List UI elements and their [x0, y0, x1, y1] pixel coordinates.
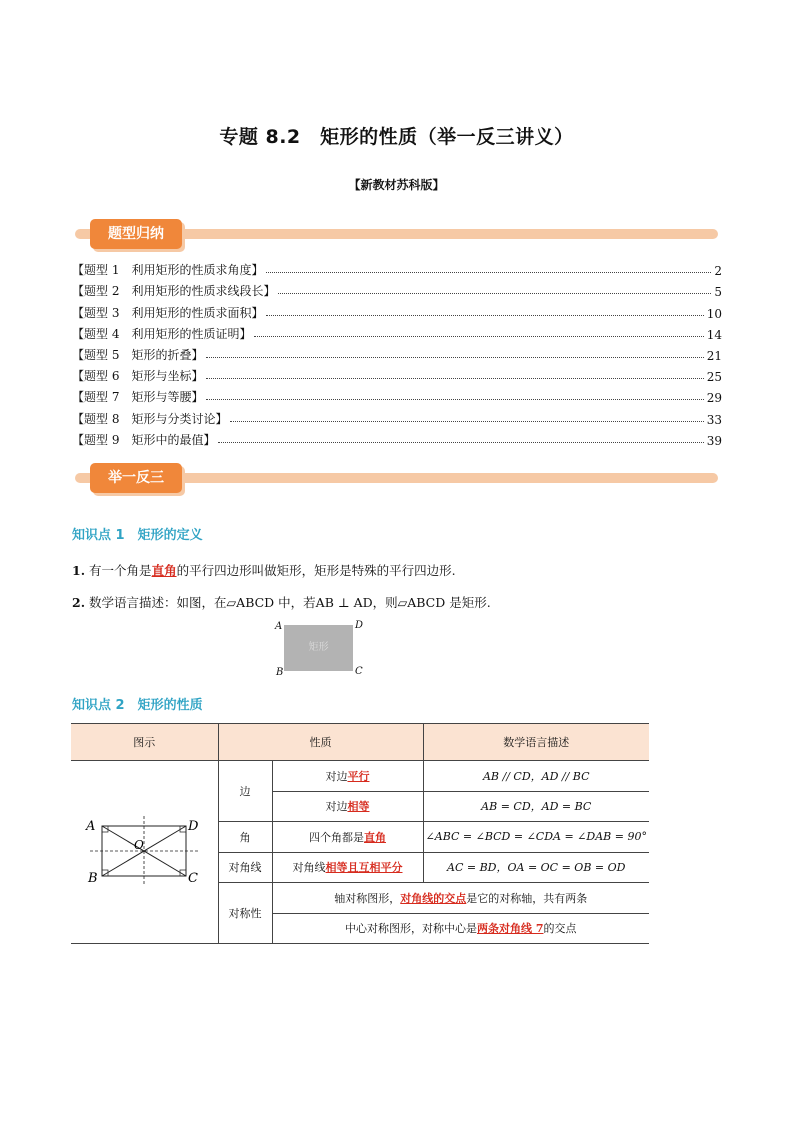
toc-item-label: 【题型 7 矩形与等腰】 — [72, 390, 204, 405]
angle-key: 直角 — [364, 830, 386, 844]
kp1-item1-key: 直角 — [151, 563, 177, 578]
kp1-title: 知识点 1 矩形的定义 — [72, 528, 203, 543]
side-row2-key: 相等 — [347, 800, 370, 814]
kp1-item1-num: 1. — [72, 563, 86, 578]
kp1-item2-text: 数学语言描述：如图，在▱ABCD 中，若AB ⊥ AD，则▱ABCD 是矩形. — [89, 595, 491, 610]
header-figure: 图示 — [71, 724, 218, 761]
diag-math: AC = BD，OA = OC = OB = OD — [423, 852, 649, 883]
diag-row — [272, 852, 423, 883]
toc-item-page: 33 — [706, 412, 722, 427]
page-title: 专题 8.2 矩形的性质（举一反三讲义） — [219, 126, 574, 148]
kp1-item2-num: 2. — [72, 595, 86, 610]
kp1-item2 — [72, 593, 491, 611]
toc-item-page: 39 — [706, 433, 722, 448]
toc-leader-dots — [278, 293, 711, 294]
side-label: 边 — [218, 761, 272, 822]
angle-math: ∠ABC = ∠BCD = ∠CDA = ∠DAB = 90° — [423, 822, 649, 853]
toc-leader-dots — [206, 378, 703, 379]
side-row2-pre: 对边 — [325, 800, 348, 814]
toc-item[interactable] — [72, 342, 722, 363]
angle-row — [272, 822, 423, 853]
toc-item[interactable] — [72, 405, 722, 426]
edition-subtitle: 【新教材苏科版】 — [348, 178, 445, 192]
side-row1 — [272, 761, 423, 792]
toc-leader-dots — [218, 442, 703, 443]
toc-item[interactable] — [72, 363, 722, 384]
toc-leader-dots — [266, 315, 703, 316]
toc-item-page: 10 — [706, 306, 722, 321]
toc-item-label: 【题型 9 矩形中的最值】 — [72, 432, 216, 447]
fig-label-d: D — [355, 620, 364, 631]
properties-table — [71, 723, 649, 944]
fig2-label-d: D — [188, 818, 199, 834]
sym-label: 对称性 — [218, 883, 272, 944]
toc-item-label: 【题型 3 利用矩形的性质求面积】 — [72, 305, 264, 320]
rectangle-diagonals-figure — [84, 816, 204, 886]
toc-item-page: 21 — [706, 348, 722, 363]
sym-row1-post: 是它的对称轴，共有两条 — [466, 891, 588, 905]
angle-pre: 四个角都是 — [309, 830, 364, 844]
angle-label: 角 — [218, 822, 272, 853]
toc-leader-dots — [266, 272, 711, 273]
toc-leader-dots — [230, 421, 703, 422]
toc-item-label: 【题型 5 矩形的折叠】 — [72, 347, 204, 362]
section-banner-practice: 举一反三 — [90, 463, 182, 493]
side-row1-pre: 对边 — [325, 769, 348, 783]
rectangle-figure-label: 矩形 — [308, 642, 329, 653]
table-of-contents — [72, 257, 722, 448]
toc-item[interactable] — [72, 278, 722, 299]
header-property: 性质 — [218, 724, 423, 761]
kp2-title: 知识点 2 矩形的性质 — [72, 698, 203, 713]
toc-item-label: 【题型 8 矩形与分类讨论】 — [72, 411, 228, 426]
side-row2 — [272, 791, 423, 822]
fig-label-b: B — [276, 667, 284, 678]
toc-item-page: 14 — [706, 327, 722, 342]
toc-item[interactable] — [72, 427, 722, 448]
diag-pre: 对角线 — [292, 861, 326, 875]
fig2-label-o: O — [134, 837, 145, 852]
toc-item-label: 【题型 6 矩形与坐标】 — [72, 369, 204, 384]
kp1-item1-pre: 有一个角是 — [89, 563, 152, 578]
toc-leader-dots — [254, 336, 703, 337]
sym-row1-pre: 轴对称图形， — [334, 891, 401, 905]
toc-item-page: 29 — [706, 391, 722, 406]
toc-item-label: 【题型 4 利用矩形的性质证明】 — [72, 326, 252, 341]
sym-row2 — [272, 913, 649, 944]
side-row2-math: AB = CD，AD = BC — [423, 791, 649, 822]
toc-item[interactable] — [72, 321, 722, 342]
rectangle-figure — [284, 625, 353, 671]
fig2-label-a: A — [86, 818, 96, 834]
toc-item-label: 【题型 2 利用矩形的性质求线段长】 — [72, 284, 276, 299]
sym-row1 — [272, 883, 649, 914]
toc-item-label: 【题型 1 利用矩形的性质求角度】 — [72, 263, 264, 278]
fig-label-c: C — [355, 666, 363, 677]
toc-item[interactable] — [72, 384, 722, 405]
toc-item-page: 5 — [714, 285, 722, 300]
toc-item-page: 2 — [714, 264, 722, 279]
sym-row2-pre: 中心对称图形，对称中心是 — [345, 922, 477, 936]
fig-label-a: A — [275, 621, 283, 632]
toc-leader-dots — [206, 357, 703, 358]
header-math: 数学语言描述 — [423, 724, 649, 761]
diag-label: 对角线 — [218, 852, 272, 883]
sym-row1-key: 对角线的交点 — [400, 891, 467, 905]
toc-item[interactable] — [72, 299, 722, 320]
sym-row2-post: 的交点 — [543, 922, 577, 936]
table-figure-cell — [71, 761, 218, 944]
section-banner-summary: 题型归纳 — [90, 219, 182, 249]
toc-item[interactable] — [72, 257, 722, 278]
kp1-item1-post: 的平行四边形叫做矩形，矩形是特殊的平行四边形. — [176, 563, 456, 578]
fig2-label-c: C — [188, 870, 199, 886]
side-row1-math: AB // CD，AD // BC — [423, 761, 649, 792]
kp1-item1 — [72, 561, 456, 579]
toc-item-page: 25 — [706, 370, 722, 385]
diag-key: 相等且互相平分 — [325, 861, 403, 875]
sym-row2-key: 两条对角线 7 — [477, 922, 544, 936]
fig2-label-b: B — [88, 870, 98, 886]
side-row1-key: 平行 — [347, 769, 370, 783]
toc-leader-dots — [206, 399, 703, 400]
